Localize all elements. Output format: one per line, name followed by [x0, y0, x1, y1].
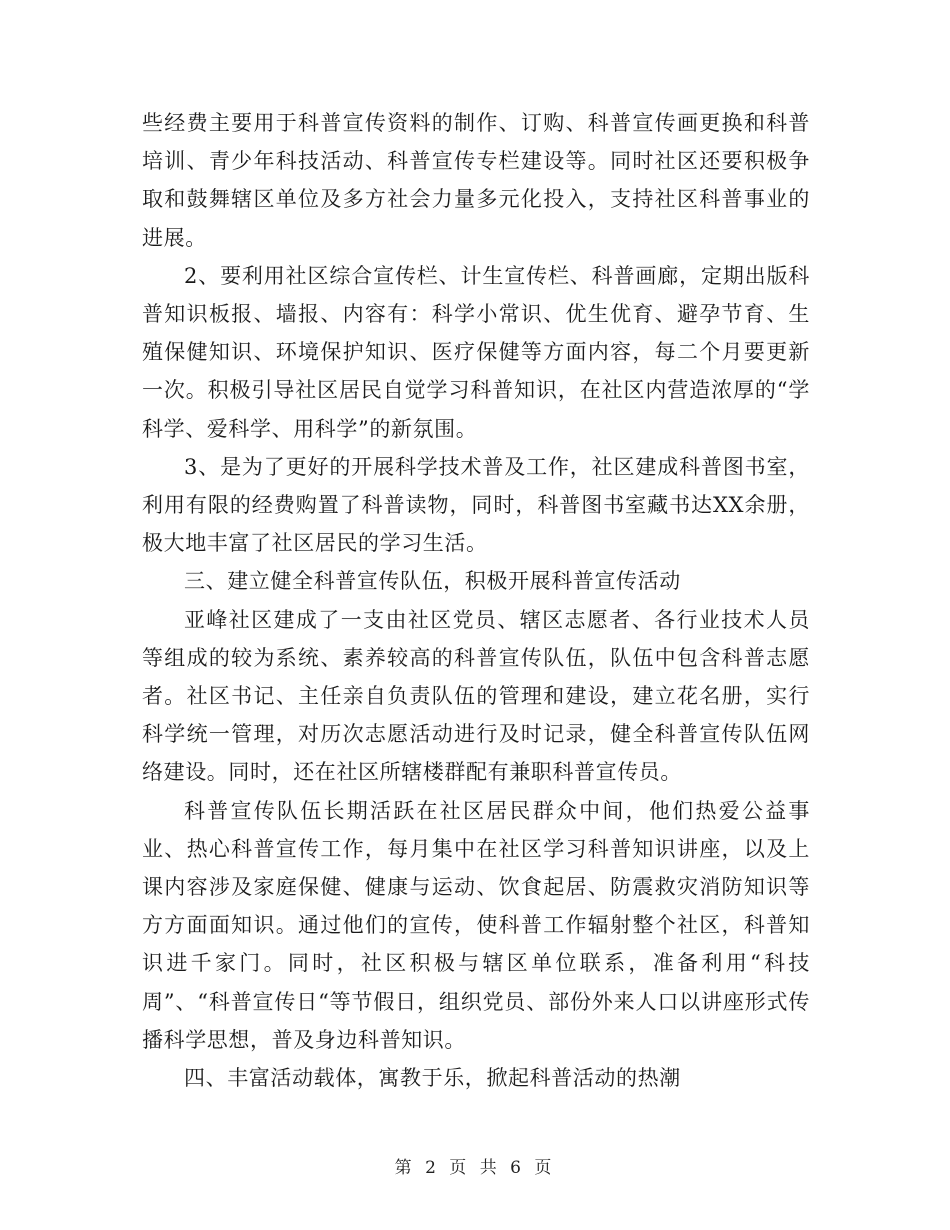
document-body	[142, 104, 810, 1097]
paragraph-team-activities: 科普宣传队伍长期活跃在社区居民群众中间，他们热爱公益事业、热心科普宣传工作，每月集中在社区学习科普知识讲座，以及上课内容涉及家庭保健、健康与运动、饮食起居、防震救灾消防知识等方方面面知识。通过他们的宣传，使科普工作辐射整个社区，科普知识进千家门。同时，社区积极与辖区单位联系，准备利用“科技周”、“科普宣传日“等节假日，组织党员、部份外来人口以讲座形式传播科学思想，普及身边科普知识。	[142, 798, 810, 1052]
page-footer: 第 2 页 共 6 页	[394, 1158, 556, 1178]
section-heading-3: 三、建立健全科普宣传队伍，积极开展科普宣传活动	[184, 569, 681, 594]
paragraph-funding: 些经费主要用于科普宣传资料的制作、订购、科普宣传画更换和科普培训、青少年科技活动、科普宣传专栏建设等。同时社区还要积极争取和鼓舞辖区单位及多方社会力量多元化投入，支持社区科普事业的进展。	[142, 111, 810, 250]
paragraph-bulletin-boards: 2、要利用社区综合宣传栏、计生宣传栏、科普画廊，定期出版科普知识板报、墙报、内容有：科学小常识、优生优育、避孕节育、生殖保健知识、环境保护知识、医疗保健等方面内容，每二个月要更新一次。积极引导社区居民自觉学习科普知识，在社区内营造浓厚的“学科学、爱科学、用科学”的新氛围。	[142, 263, 810, 441]
section-heading-4: 四、丰富活动载体，寓教于乐，掀起科普活动的热潮	[184, 1066, 681, 1091]
paragraph-library: 3、是为了更好的开展科学技术普及工作，社区建成科普图书室，利用有限的经费购置了科普读物，同时，科普图书室藏书达XX余册，极大地丰富了社区居民的学习生活。	[142, 454, 810, 556]
paragraph-team: 亚峰社区建成了一支由社区党员、辖区志愿者、各行业技术人员等组成的较为系统、素养较高的科普宣传队伍，队伍中包含科普志愿者。社区书记、主任亲自负责队伍的管理和建设，建立花名册，实行科学统一管理，对历次志愿活动进行及时记录，健全科普宣传队伍网络建设。同时，还在社区所辖楼群配有兼职科普宣传员。	[142, 607, 810, 785]
